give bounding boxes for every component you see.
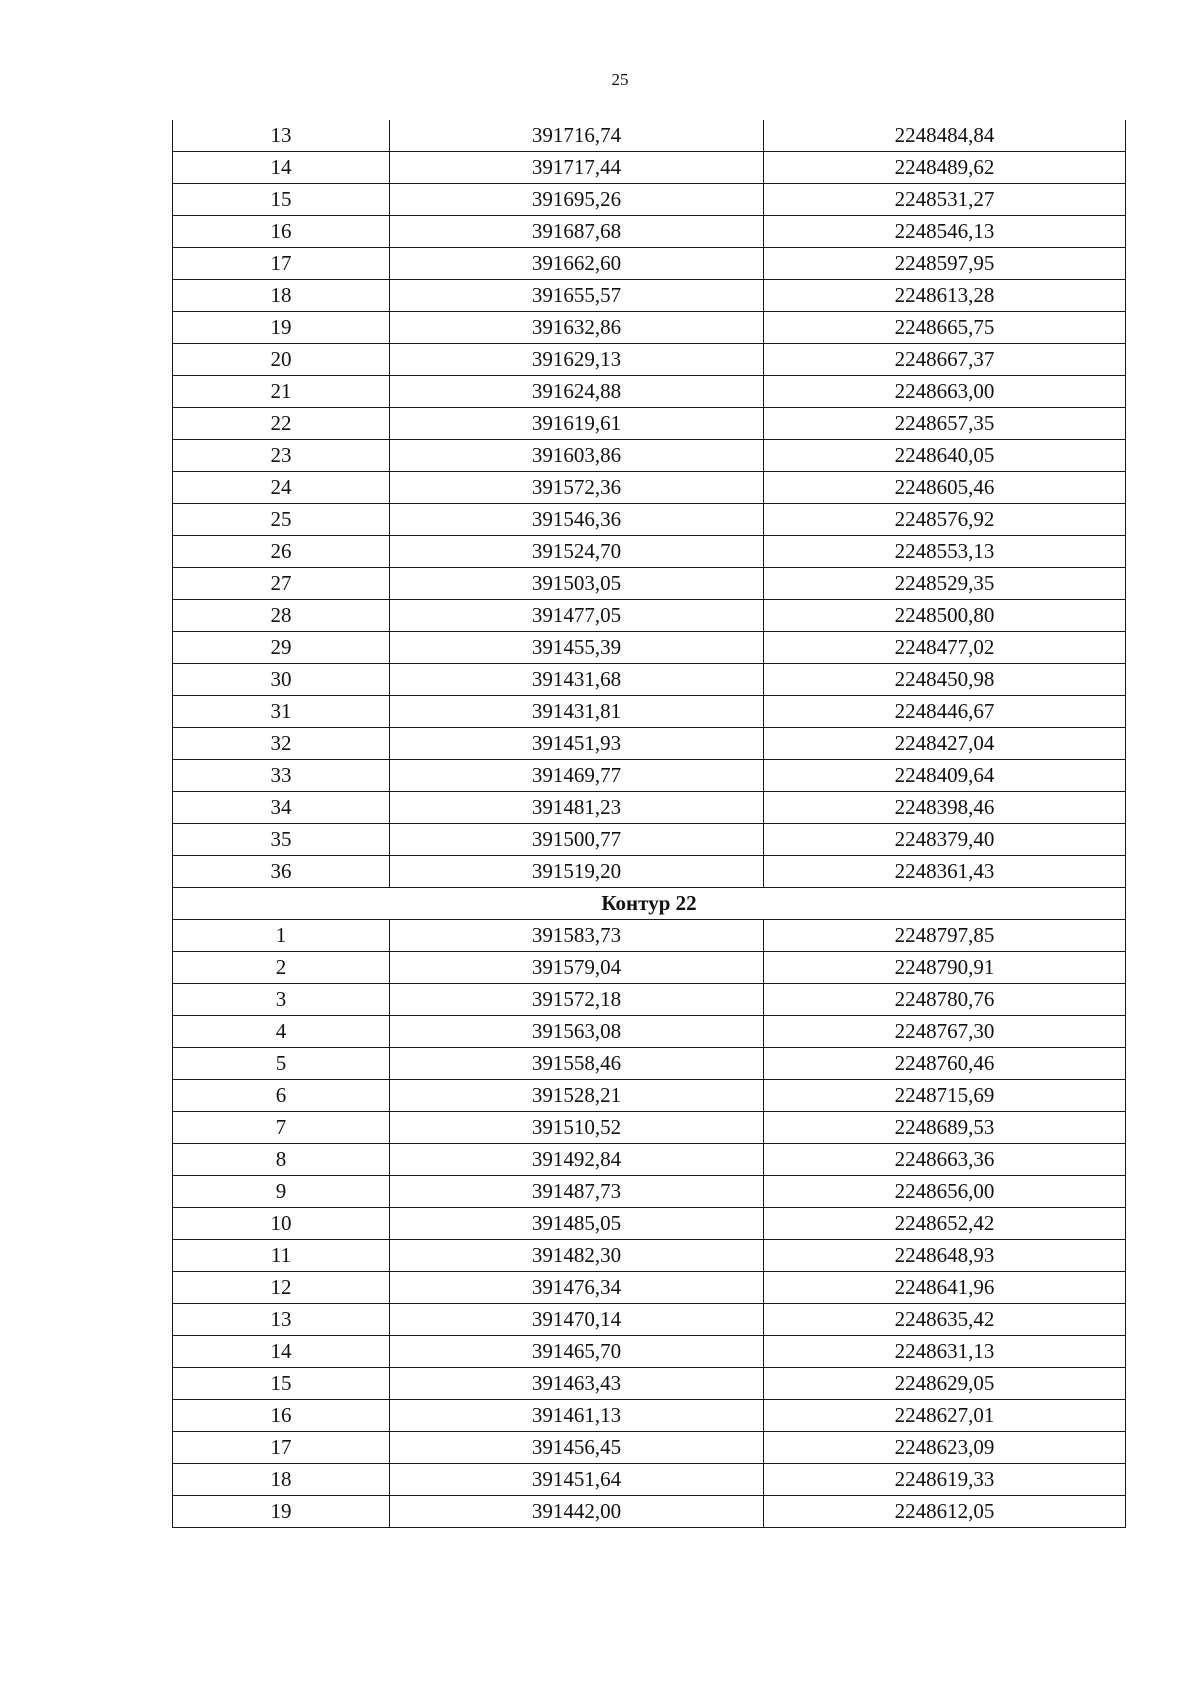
- coord-x: 391655,57: [390, 280, 764, 312]
- table-row: [173, 120, 1126, 152]
- coord-x: 391717,44: [390, 152, 764, 184]
- table-body-part1: [173, 120, 1126, 888]
- point-number: 23: [173, 440, 390, 472]
- coord-x: 391487,73: [390, 1176, 764, 1208]
- coord-y: 2248612,05: [764, 1496, 1126, 1528]
- table-body-part2: [173, 920, 1126, 1528]
- coord-x: 391451,64: [390, 1464, 764, 1496]
- coord-y: 2248379,40: [764, 824, 1126, 856]
- coord-y: 2248797,85: [764, 920, 1126, 952]
- point-number: 13: [173, 1304, 390, 1336]
- table-row: [173, 1432, 1126, 1464]
- table-row: [173, 344, 1126, 376]
- point-number: 17: [173, 248, 390, 280]
- table-row: [173, 1336, 1126, 1368]
- table-row: [173, 792, 1126, 824]
- coord-x: 391451,93: [390, 728, 764, 760]
- coord-y: 2248398,46: [764, 792, 1126, 824]
- coord-x: 391492,84: [390, 1144, 764, 1176]
- point-number: 19: [173, 312, 390, 344]
- coord-x: 391455,39: [390, 632, 764, 664]
- point-number: 5: [173, 1048, 390, 1080]
- coord-y: 2248652,42: [764, 1208, 1126, 1240]
- coord-y: 2248790,91: [764, 952, 1126, 984]
- point-number: 14: [173, 1336, 390, 1368]
- table-row: [173, 376, 1126, 408]
- point-number: 16: [173, 1400, 390, 1432]
- table-row: [173, 1240, 1126, 1272]
- coord-x: 391546,36: [390, 504, 764, 536]
- coord-y: 2248553,13: [764, 536, 1126, 568]
- table-row: [173, 1272, 1126, 1304]
- coord-y: 2248500,80: [764, 600, 1126, 632]
- table-row: [173, 1464, 1126, 1496]
- coord-x: 391470,14: [390, 1304, 764, 1336]
- coord-x: 391662,60: [390, 248, 764, 280]
- point-number: 24: [173, 472, 390, 504]
- section-header-group: [173, 888, 1126, 920]
- table-row: [173, 312, 1126, 344]
- point-number: 18: [173, 280, 390, 312]
- point-number: 18: [173, 1464, 390, 1496]
- coord-x: 391603,86: [390, 440, 764, 472]
- table-row: [173, 600, 1126, 632]
- coord-y: 2248631,13: [764, 1336, 1126, 1368]
- coord-x: 391583,73: [390, 920, 764, 952]
- coord-y: 2248657,35: [764, 408, 1126, 440]
- coord-x: 391431,68: [390, 664, 764, 696]
- coord-y: 2248531,27: [764, 184, 1126, 216]
- coord-y: 2248663,00: [764, 376, 1126, 408]
- point-number: 27: [173, 568, 390, 600]
- coord-x: 391456,45: [390, 1432, 764, 1464]
- point-number: 7: [173, 1112, 390, 1144]
- table-row: [173, 408, 1126, 440]
- point-number: 19: [173, 1496, 390, 1528]
- table-row: [173, 1016, 1126, 1048]
- coord-y: 2248648,93: [764, 1240, 1126, 1272]
- point-number: 26: [173, 536, 390, 568]
- point-number: 10: [173, 1208, 390, 1240]
- coord-x: 391465,70: [390, 1336, 764, 1368]
- coord-x: 391461,13: [390, 1400, 764, 1432]
- coord-y: 2248613,28: [764, 280, 1126, 312]
- table-row: [173, 440, 1126, 472]
- table-row: [173, 504, 1126, 536]
- coord-x: 391481,23: [390, 792, 764, 824]
- point-number: 17: [173, 1432, 390, 1464]
- table-row: [173, 536, 1126, 568]
- table-row: [173, 1368, 1126, 1400]
- page-number: 25: [611, 70, 629, 89]
- coord-x: 391528,21: [390, 1080, 764, 1112]
- coord-x: 391503,05: [390, 568, 764, 600]
- coord-y: 2248767,30: [764, 1016, 1126, 1048]
- coord-y: 2248635,42: [764, 1304, 1126, 1336]
- coord-y: 2248529,35: [764, 568, 1126, 600]
- coord-x: 391477,05: [390, 600, 764, 632]
- section-title: Контур 22: [173, 888, 1126, 920]
- point-number: 34: [173, 792, 390, 824]
- table-row: [173, 856, 1126, 888]
- table-row: [173, 568, 1126, 600]
- coord-x: 391572,18: [390, 984, 764, 1016]
- point-number: 20: [173, 344, 390, 376]
- table-row: [173, 920, 1126, 952]
- point-number: 16: [173, 216, 390, 248]
- coord-y: 2248409,64: [764, 760, 1126, 792]
- coord-y: 2248715,69: [764, 1080, 1126, 1112]
- coord-x: 391563,08: [390, 1016, 764, 1048]
- point-number: 9: [173, 1176, 390, 1208]
- point-number: 12: [173, 1272, 390, 1304]
- coord-x: 391579,04: [390, 952, 764, 984]
- coord-y: 2248689,53: [764, 1112, 1126, 1144]
- point-number: 28: [173, 600, 390, 632]
- coord-y: 2248665,75: [764, 312, 1126, 344]
- coord-y: 2248546,13: [764, 216, 1126, 248]
- coord-y: 2248629,05: [764, 1368, 1126, 1400]
- point-number: 15: [173, 184, 390, 216]
- coord-x: 391469,77: [390, 760, 764, 792]
- coord-x: 391629,13: [390, 344, 764, 376]
- coord-y: 2248484,84: [764, 120, 1126, 152]
- coord-y: 2248641,96: [764, 1272, 1126, 1304]
- coord-x: 391558,46: [390, 1048, 764, 1080]
- point-number: 11: [173, 1240, 390, 1272]
- point-number: 2: [173, 952, 390, 984]
- table-row: [173, 248, 1126, 280]
- section-header-row: [173, 888, 1126, 920]
- table-row: [173, 984, 1126, 1016]
- table-row: [173, 216, 1126, 248]
- table-row: [173, 824, 1126, 856]
- point-number: 6: [173, 1080, 390, 1112]
- coord-y: 2248489,62: [764, 152, 1126, 184]
- table-row: [173, 1208, 1126, 1240]
- table-row: [173, 1112, 1126, 1144]
- point-number: 33: [173, 760, 390, 792]
- point-number: 3: [173, 984, 390, 1016]
- table-row: [173, 1144, 1126, 1176]
- table-row: [173, 952, 1126, 984]
- coord-y: 2248627,01: [764, 1400, 1126, 1432]
- table-row: [173, 280, 1126, 312]
- coord-y: 2248446,67: [764, 696, 1126, 728]
- coord-y: 2248640,05: [764, 440, 1126, 472]
- point-number: 13: [173, 120, 390, 152]
- point-number: 32: [173, 728, 390, 760]
- table-row: [173, 1176, 1126, 1208]
- coord-x: 391519,20: [390, 856, 764, 888]
- coord-x: 391716,74: [390, 120, 764, 152]
- point-number: 31: [173, 696, 390, 728]
- table-row: [173, 728, 1126, 760]
- coordinates-table: [172, 120, 1126, 1528]
- coord-y: 2248619,33: [764, 1464, 1126, 1496]
- coord-x: 391619,61: [390, 408, 764, 440]
- point-number: 35: [173, 824, 390, 856]
- point-number: 22: [173, 408, 390, 440]
- coord-y: 2248667,37: [764, 344, 1126, 376]
- point-number: 15: [173, 1368, 390, 1400]
- point-number: 25: [173, 504, 390, 536]
- table-row: [173, 664, 1126, 696]
- table-row: [173, 184, 1126, 216]
- coord-y: 2248663,36: [764, 1144, 1126, 1176]
- table-row: [173, 152, 1126, 184]
- coord-x: 391524,70: [390, 536, 764, 568]
- coord-x: 391500,77: [390, 824, 764, 856]
- table-row: [173, 1304, 1126, 1336]
- table-row: [173, 1496, 1126, 1528]
- coord-y: 2248780,76: [764, 984, 1126, 1016]
- coord-y: 2248597,95: [764, 248, 1126, 280]
- coord-x: 391485,05: [390, 1208, 764, 1240]
- coord-x: 391632,86: [390, 312, 764, 344]
- coord-y: 2248623,09: [764, 1432, 1126, 1464]
- point-number: 21: [173, 376, 390, 408]
- coord-x: 391624,88: [390, 376, 764, 408]
- coord-y: 2248450,98: [764, 664, 1126, 696]
- point-number: 36: [173, 856, 390, 888]
- coord-y: 2248477,02: [764, 632, 1126, 664]
- table-row: [173, 472, 1126, 504]
- coord-x: 391431,81: [390, 696, 764, 728]
- table-row: [173, 1400, 1126, 1432]
- point-number: 29: [173, 632, 390, 664]
- coord-y: 2248576,92: [764, 504, 1126, 536]
- coord-y: 2248427,04: [764, 728, 1126, 760]
- table-row: [173, 696, 1126, 728]
- table-row: [173, 760, 1126, 792]
- point-number: 14: [173, 152, 390, 184]
- coord-x: 391572,36: [390, 472, 764, 504]
- point-number: 4: [173, 1016, 390, 1048]
- point-number: 30: [173, 664, 390, 696]
- coord-x: 391476,34: [390, 1272, 764, 1304]
- coord-y: 2248605,46: [764, 472, 1126, 504]
- coord-x: 391442,00: [390, 1496, 764, 1528]
- coord-y: 2248361,43: [764, 856, 1126, 888]
- point-number: 8: [173, 1144, 390, 1176]
- coord-x: 391695,26: [390, 184, 764, 216]
- point-number: 1: [173, 920, 390, 952]
- table-row: [173, 1048, 1126, 1080]
- table-row: [173, 1080, 1126, 1112]
- coord-y: 2248760,46: [764, 1048, 1126, 1080]
- coord-y: 2248656,00: [764, 1176, 1126, 1208]
- coord-x: 391463,43: [390, 1368, 764, 1400]
- coord-x: 391510,52: [390, 1112, 764, 1144]
- coord-x: 391482,30: [390, 1240, 764, 1272]
- coord-x: 391687,68: [390, 216, 764, 248]
- table-row: [173, 632, 1126, 664]
